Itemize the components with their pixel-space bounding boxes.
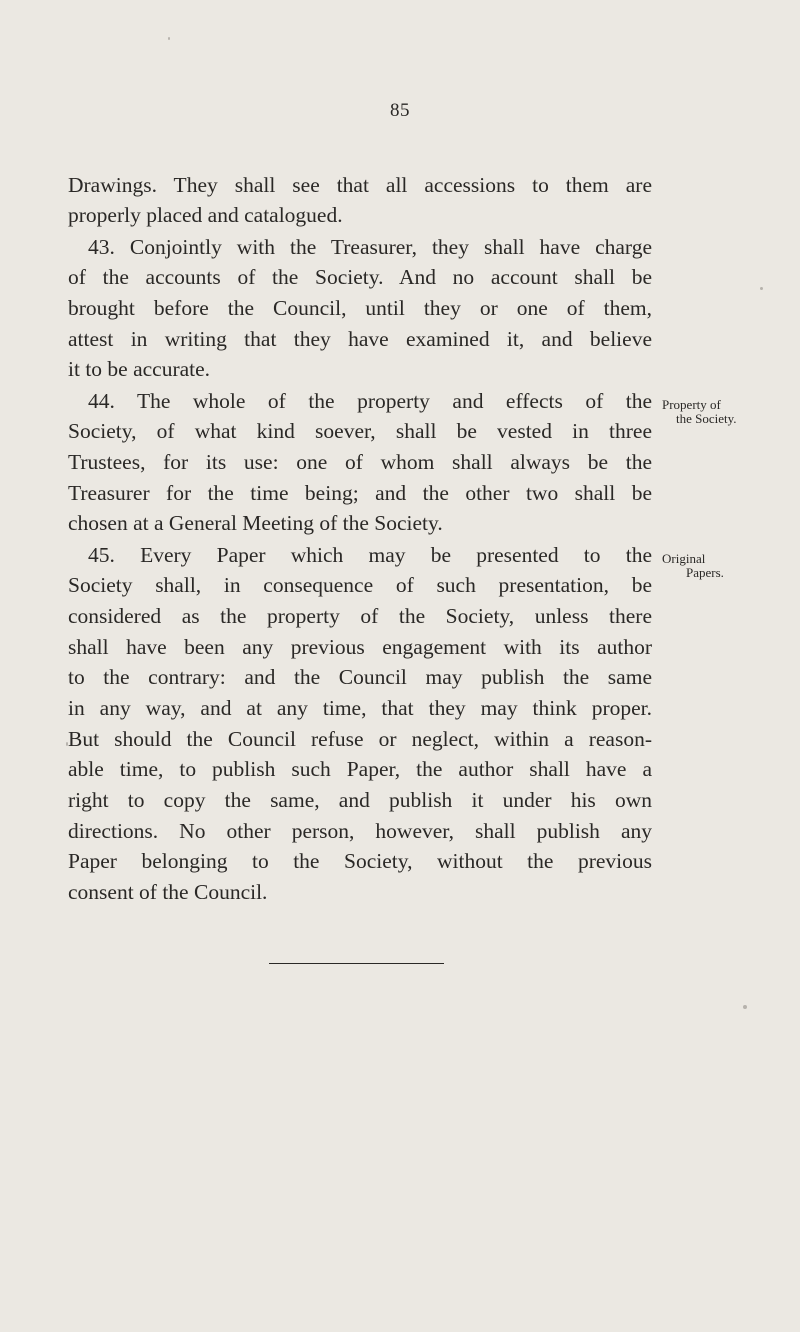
text-line: Paper belonging to the Society, without the previous bbox=[68, 849, 652, 873]
margin-note-line: Original bbox=[662, 551, 706, 566]
end-rule bbox=[269, 963, 444, 964]
margin-note-papers bbox=[662, 552, 794, 580]
margin-note-property bbox=[662, 398, 794, 426]
text-line: Drawings. They shall see that all accessions to them are bbox=[68, 173, 652, 197]
text-line: Trustees, for its use: one of whom shall always be the bbox=[68, 450, 652, 474]
paper-speck bbox=[66, 742, 68, 746]
text-line: But should the Council refuse or neglect, within a reason- bbox=[68, 727, 652, 751]
paper-speck bbox=[760, 287, 763, 290]
text-line: it to be accurate. bbox=[68, 357, 211, 381]
text-line: brought before the Council, until they or one of them, bbox=[68, 296, 652, 320]
margin-note-line: Property of bbox=[662, 397, 721, 412]
text-line: right to copy the same, and publish it under his own bbox=[68, 788, 652, 812]
text-line: attest in writing that they have examined it, and believe bbox=[68, 327, 652, 351]
text-line: properly placed and catalogued. bbox=[68, 203, 343, 227]
text-line: Society, of what kind soever, shall be vested in three bbox=[68, 419, 652, 443]
text-line: considered as the property of the Society, unless there bbox=[68, 604, 652, 628]
text-line: Treasurer for the time being; and the other two shall be bbox=[68, 481, 652, 505]
text-line: shall have been any previous engagement with its author bbox=[68, 635, 652, 659]
paper-speck bbox=[168, 37, 170, 40]
text-line: chosen at a General Meeting of the Society. bbox=[68, 511, 443, 535]
text-line: consent of the Council. bbox=[68, 880, 268, 904]
paper-speck bbox=[743, 1005, 747, 1009]
text-line: 44. The whole of the property and effects of the bbox=[88, 389, 652, 413]
margin-note-line: Papers. bbox=[686, 565, 724, 580]
text-line: of the accounts of the Society. And no account shall be bbox=[68, 265, 652, 289]
text-line: in any way, and at any time, that they may think proper. bbox=[68, 696, 652, 720]
text-line: able time, to publish such Paper, the author shall have a bbox=[68, 757, 652, 781]
margin-note-line: the Society. bbox=[676, 411, 737, 426]
text-line: directions. No other person, however, shall publish any bbox=[68, 819, 652, 843]
text-line: to the contrary: and the Council may publish the same bbox=[68, 665, 652, 689]
page-number: 85 bbox=[390, 100, 410, 121]
text-line: Society shall, in consequence of such presentation, be bbox=[68, 573, 652, 597]
text-line: 45. Every Paper which may be presented to the bbox=[88, 543, 652, 567]
text-line: 43. Conjointly with the Treasurer, they shall have charge bbox=[88, 235, 652, 259]
